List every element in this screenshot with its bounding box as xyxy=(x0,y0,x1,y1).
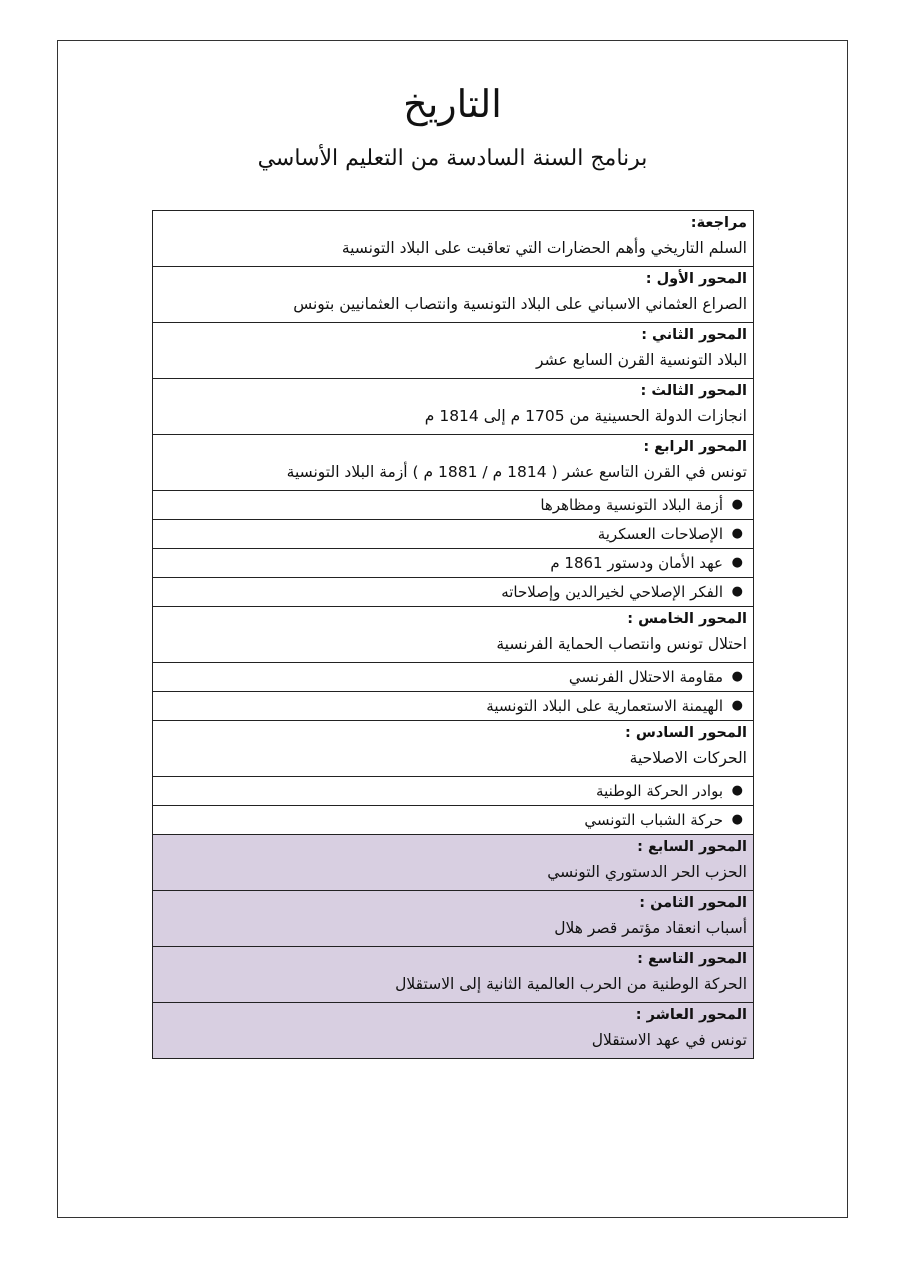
table-cell xyxy=(153,379,754,435)
table-cell xyxy=(153,607,754,663)
table-row xyxy=(153,1003,754,1059)
table-cell xyxy=(153,549,754,578)
row-text: الحزب الحر الدستوري التونسي xyxy=(547,863,747,881)
table-cell xyxy=(153,211,754,267)
table-row xyxy=(153,835,754,891)
bullet-row xyxy=(153,491,754,520)
table-row xyxy=(153,947,754,1003)
bullet-icon: ● xyxy=(731,584,743,599)
bullet-text: الفكر الإصلاحي لخيرالدين وإصلاحاته xyxy=(501,583,723,601)
bullet-row xyxy=(153,549,754,578)
table-row xyxy=(153,267,754,323)
bullet-icon: ● xyxy=(731,812,743,827)
table-cell xyxy=(153,435,754,491)
row-heading: المحور الثامن : xyxy=(639,895,747,911)
bullet-text: الإصلاحات العسكرية xyxy=(597,525,723,543)
row-text: الحركات الاصلاحية xyxy=(629,749,747,767)
row-heading: المحور العاشر : xyxy=(635,1007,747,1023)
table-cell xyxy=(153,520,754,549)
row-text: احتلال تونس وانتصاب الحماية الفرنسية xyxy=(496,635,747,653)
row-text: انجازات الدولة الحسينية من 1705 م إلى 1814 م xyxy=(424,407,747,425)
bullet-row xyxy=(153,777,754,806)
table-row xyxy=(153,721,754,777)
bullet-row xyxy=(153,692,754,721)
row-text: تونس في القرن التاسع عشر ( 1814 م / 1881 م ) أزمة البلاد التونسية xyxy=(286,463,747,481)
table-row xyxy=(153,323,754,379)
bullet-text: حركة الشباب التونسي xyxy=(584,811,723,829)
table-cell xyxy=(153,891,754,947)
table-row xyxy=(153,607,754,663)
row-heading: المحور التاسع : xyxy=(637,951,747,967)
row-heading: المحور الثالث : xyxy=(640,383,747,399)
row-heading: المحور السابع : xyxy=(637,839,747,855)
bullet-row xyxy=(153,663,754,692)
row-text: الصراع العثماني الاسباني على البلاد التونسية وانتصاب العثمانيين بتونس xyxy=(293,295,747,313)
bullet-text: الهيمنة الاستعمارية على البلاد التونسية xyxy=(486,697,723,715)
row-heading: المحور الرابع : xyxy=(643,439,747,455)
bullet-icon: ● xyxy=(731,497,743,512)
table-row xyxy=(153,891,754,947)
row-text: السلم التاريخي وأهم الحضارات التي تعاقبت على البلاد التونسية xyxy=(341,239,747,257)
bullet-text: مقاومة الاحتلال الفرنسي xyxy=(568,668,723,686)
bullet-icon: ● xyxy=(731,698,743,713)
table-cell xyxy=(153,835,754,891)
table-row xyxy=(153,435,754,491)
page-subtitle: برنامج السنة السادسة من التعليم الأساسي xyxy=(257,146,648,171)
bullet-row xyxy=(153,806,754,835)
bullet-icon: ● xyxy=(731,783,743,798)
row-text: أسباب انعقاد مؤتمر قصر هلال xyxy=(554,919,747,937)
bullet-text: عهد الأمان ودستور 1861 م xyxy=(550,554,723,572)
table-cell xyxy=(153,947,754,1003)
row-text: الحركة الوطنية من الحرب العالمية الثانية إلى الاستقلال xyxy=(395,975,747,993)
table-cell xyxy=(153,692,754,721)
bullet-row xyxy=(153,520,754,549)
table-cell xyxy=(153,323,754,379)
bullet-row xyxy=(153,578,754,607)
table-cell xyxy=(153,663,754,692)
table-cell xyxy=(153,1003,754,1059)
bullet-icon: ● xyxy=(731,669,743,684)
row-heading: المحور الثاني : xyxy=(641,327,747,343)
bullet-text: أزمة البلاد التونسية ومظاهرها xyxy=(540,496,723,514)
table-cell xyxy=(153,578,754,607)
syllabus-table xyxy=(152,210,754,1059)
table-cell xyxy=(153,777,754,806)
bullet-text: بوادر الحركة الوطنية xyxy=(596,782,723,800)
table-cell xyxy=(153,721,754,777)
row-heading: المحور السادس : xyxy=(625,725,747,741)
table-cell xyxy=(153,267,754,323)
row-heading: المحور الأول : xyxy=(645,271,747,287)
page-title: التاريخ xyxy=(403,82,502,126)
row-text: تونس في عهد الاستقلال xyxy=(591,1031,747,1049)
row-heading: المحور الخامس : xyxy=(627,611,747,627)
table-row xyxy=(153,379,754,435)
row-text: البلاد التونسية القرن السابع عشر xyxy=(536,351,747,369)
table-row xyxy=(153,211,754,267)
table-cell xyxy=(153,491,754,520)
table-cell xyxy=(153,806,754,835)
row-heading: مراجعة: xyxy=(690,215,747,231)
bullet-icon: ● xyxy=(731,526,743,541)
bullet-icon: ● xyxy=(731,555,743,570)
